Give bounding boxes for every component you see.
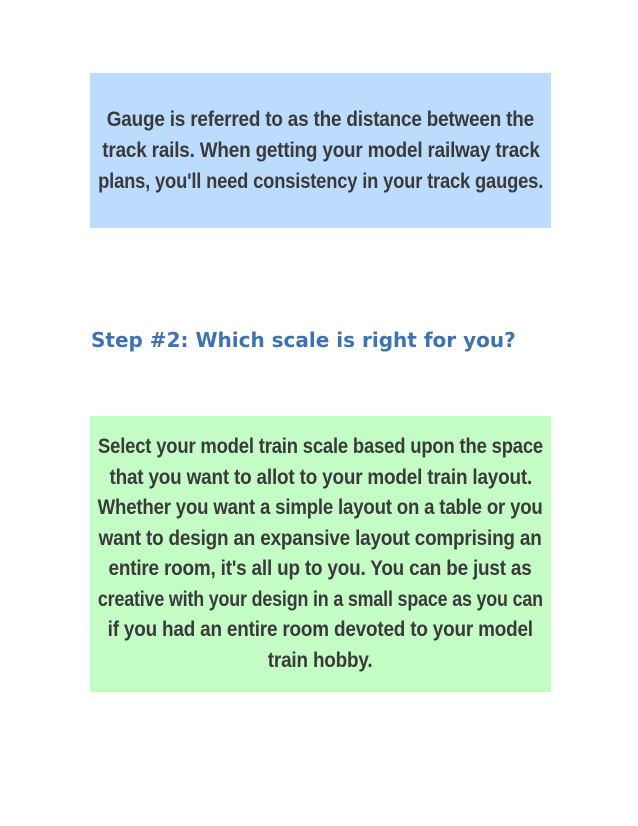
callout-line: if you had an entire room devoted to your model: [107, 618, 534, 641]
callout-line: creative with your design in a small space as you can: [97, 587, 543, 611]
callout-line: Select your model train scale based upon the space: [97, 435, 543, 458]
callout-line: want to design an expansive layout comprising an: [99, 526, 542, 550]
callout-line: entire room, it's all up to you. You can be just as: [108, 557, 533, 580]
scale-info-text: [98, 432, 543, 676]
callout-line: plans, you'll need consistency in your track gauges.: [98, 170, 543, 193]
gauge-info-text: [98, 104, 543, 197]
scale-info-callout: [90, 416, 551, 692]
callout-line: train hobby.: [268, 648, 373, 672]
callout-line: that you want to allot to your model train layout.: [109, 465, 532, 489]
callout-line: track rails. When getting your model railway track: [101, 139, 540, 162]
gauge-info-callout: [90, 73, 551, 228]
step-2-heading: Step #2: Which scale is right for you?: [91, 328, 516, 352]
callout-line: Gauge is referred to as the distance between the: [106, 108, 535, 131]
callout-line: Whether you want a simple layout on a table or you: [97, 496, 543, 519]
